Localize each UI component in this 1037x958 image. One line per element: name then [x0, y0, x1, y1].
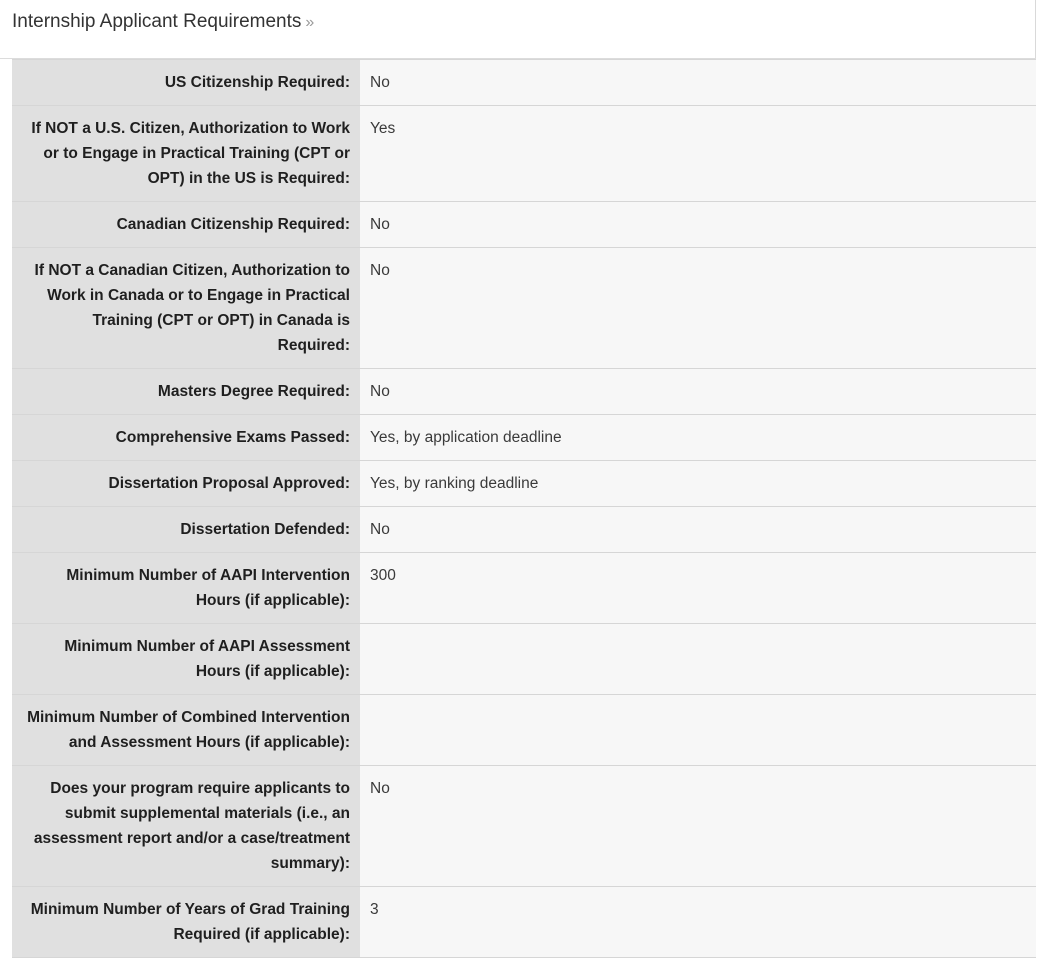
expand-chevron-icon[interactable]: » — [305, 14, 315, 31]
requirement-label: Canadian Citizenship Required: — [12, 202, 360, 248]
table-row — [12, 553, 1036, 624]
requirement-value: 3 — [360, 887, 1036, 958]
table-row — [12, 695, 1036, 766]
section-heading — [12, 11, 314, 33]
requirement-label: US Citizenship Required: — [12, 60, 360, 106]
requirement-label: Dissertation Proposal Approved: — [12, 461, 360, 507]
requirement-label: Minimum Number of Years of Grad Training Required (if applicable): — [12, 887, 360, 958]
table-row — [12, 415, 1036, 461]
requirement-label: Minimum Number of AAPI Intervention Hours (if applicable): — [12, 553, 360, 624]
requirement-value: No — [360, 766, 1036, 887]
requirement-label: Masters Degree Required: — [12, 369, 360, 415]
table-row — [12, 248, 1036, 369]
requirement-label: Minimum Number of Combined Intervention and Assessment Hours (if applicable): — [12, 695, 360, 766]
requirement-label: Dissertation Defended: — [12, 507, 360, 553]
requirement-value — [360, 624, 1036, 695]
requirement-value: Yes, by ranking deadline — [360, 461, 1036, 507]
table-row — [12, 766, 1036, 887]
table-row — [12, 887, 1036, 958]
table-row — [12, 60, 1036, 106]
requirement-label: Comprehensive Exams Passed: — [12, 415, 360, 461]
requirement-label: If NOT a Canadian Citizen, Authorization to Work in Canada or to Engage in Practical Training (CPT or OPT) in Canada is Required: — [12, 248, 360, 369]
requirement-value — [360, 695, 1036, 766]
section-title: Internship Applicant Requirements — [12, 11, 302, 32]
requirement-label: If NOT a U.S. Citizen, Authorization to Work or to Engage in Practical Training (CPT or OPT) in the US is Required: — [12, 106, 360, 202]
requirement-value: No — [360, 248, 1036, 369]
requirement-value: No — [360, 202, 1036, 248]
requirement-value: No — [360, 507, 1036, 553]
table-row — [12, 624, 1036, 695]
table-row — [12, 106, 1036, 202]
requirement-value: No — [360, 60, 1036, 106]
requirement-label: Does your program require applicants to submit supplemental materials (i.e., an assessment report and/or a case/treatment summary): — [12, 766, 360, 887]
table-row — [12, 202, 1036, 248]
requirement-label: Minimum Number of AAPI Assessment Hours (if applicable): — [12, 624, 360, 695]
table-row — [12, 461, 1036, 507]
requirement-value: 300 — [360, 553, 1036, 624]
table-row — [12, 369, 1036, 415]
table-row — [12, 507, 1036, 553]
requirement-value: No — [360, 369, 1036, 415]
requirement-value: Yes — [360, 106, 1036, 202]
requirement-value: Yes, by application deadline — [360, 415, 1036, 461]
requirements-table — [12, 59, 1036, 958]
